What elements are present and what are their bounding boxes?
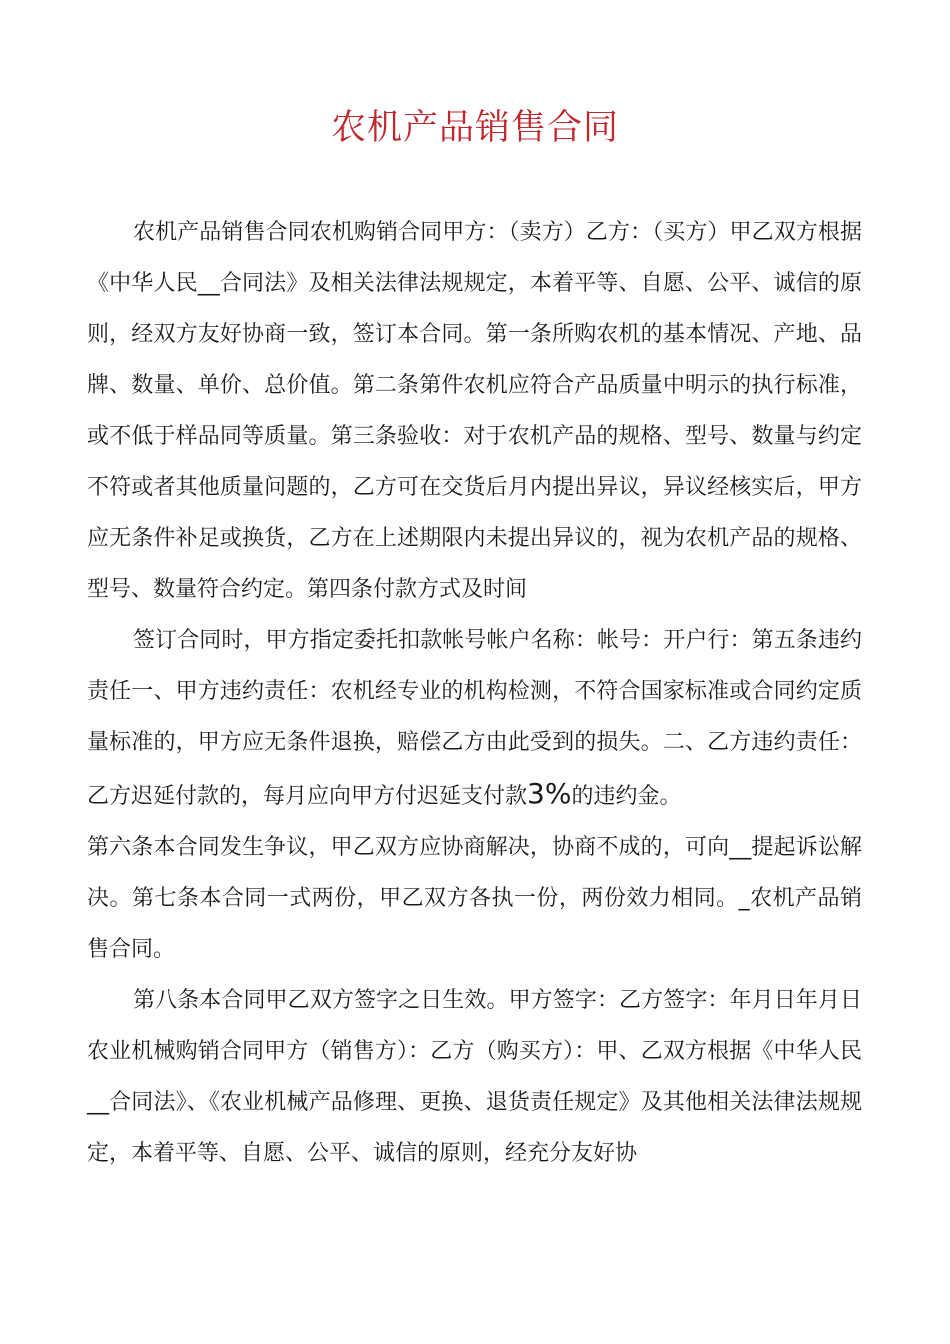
paragraph-3: 第六条本合同发生争议，甲乙双方应协商解决，协商不成的，可向__提起诉讼解决。第七条本合同一式两份，甲乙双方各执一份，两份效力相同。_农机产品销售合同。 bbox=[87, 835, 862, 962]
document-title: 农机产品销售合同 bbox=[330, 108, 619, 148]
paragraph-1: 农机产品销售合同农机购销合同甲方：（卖方）乙方：（买方）甲乙双方根据《中华人民__合同法》及相关法律法规规定，本着平等、自愿、公平、诚信的原则，经双方友好协商一致，签订本合同。第一条所购农机的基本情况、产地、品牌、数量、单价、总价值。第二条第件农机应符合产品质量中明示的执行标准，或不低于样品同等质量。第三条验收：对于农机产品的规格、型号、数量与约定不符或者其他质量问题的，乙方可在交货后月内提出异议，异议经核实后，甲方应无条件补足或换货，乙方在上述期限内未提出异议的，视为农机产品的规格、型号、数量符合约定。第四条付款方式及时间 bbox=[87, 220, 862, 602]
paragraph-2-tail: 的违约金。 bbox=[571, 784, 682, 809]
paragraph-4: 第八条本合同甲乙双方签字之日生效。甲方签字：乙方签字：年月日年月日农业机械购销合同甲方（销售方）：乙方（购买方）：甲、乙双方根据《中华人民__合同法》、《农业机械产品修理、更换、退货责任规定》及其他相关法律法规规定，本着平等、自愿、公平、诚信的原则，经充分友好协 bbox=[87, 988, 862, 1166]
paragraph-2-text: 签订合同时，甲方指定委托扣款帐号帐户名称：帐号：开户行：第五条违约责任一、甲方违约责任：农机经专业的机构检测，不符合国家标准或合同约定质量标准的，甲方应无条件退换，赔偿乙方由此受到的损失。二、乙方违约责任：乙方迟延付款的，每月应向甲方付迟延支付款 bbox=[87, 628, 862, 809]
penalty-rate: 3% bbox=[527, 777, 572, 810]
document-body bbox=[87, 207, 862, 1179]
paragraph-2 bbox=[87, 615, 862, 822]
